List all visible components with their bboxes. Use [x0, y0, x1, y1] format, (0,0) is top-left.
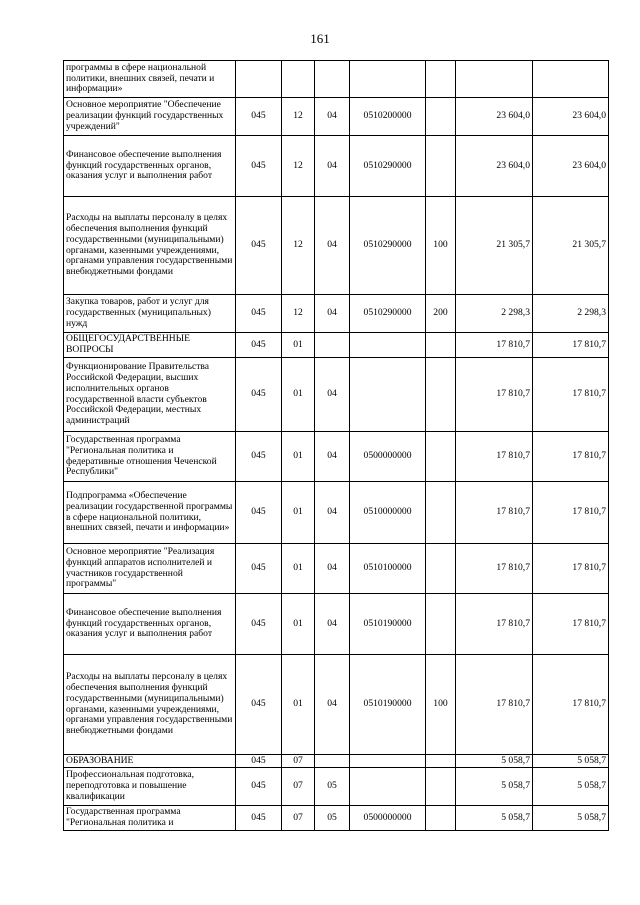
expense-kind: 100	[426, 197, 456, 295]
subsection-code: 04	[315, 655, 350, 755]
table-row	[64, 358, 609, 432]
table-row	[64, 768, 609, 806]
expense-kind: 100	[426, 655, 456, 755]
expense-kind	[426, 358, 456, 432]
row-name: Финансовое обеспечение выполнения функций государственных органов, оказания услуг и выполнения работ	[64, 594, 236, 655]
expense-kind	[426, 432, 456, 482]
amount: 23 604,0	[456, 98, 533, 136]
target-code	[350, 755, 426, 768]
row-name: Государственная программа "Региональная политика и федеративные отношения Чеченской Республики"	[64, 432, 236, 482]
section-code: 01	[282, 482, 315, 544]
subsection-code: 04	[315, 482, 350, 544]
table-row	[64, 655, 609, 755]
total: 5 058,7	[533, 755, 609, 768]
ministry-code: 045	[236, 333, 282, 358]
section-code: 07	[282, 806, 315, 831]
subsection-code: 04	[315, 197, 350, 295]
row-name: ОБЩЕГОСУДАРСТВЕННЫЕ ВОПРОСЫ	[64, 333, 236, 358]
row-name: Профессиональная подготовка, переподготовка и повышение квалификации	[64, 768, 236, 806]
total: 21 305,7	[533, 197, 609, 295]
amount	[456, 61, 533, 98]
total: 17 810,7	[533, 655, 609, 755]
target-code: 0510000000	[350, 482, 426, 544]
target-code: 0510200000	[350, 98, 426, 136]
section-code: 12	[282, 98, 315, 136]
ministry-code: 045	[236, 768, 282, 806]
section-code: 01	[282, 333, 315, 358]
row-name: программы в сфере национальной политики, внешних связей, печати и информации»	[64, 61, 236, 98]
ministry-code: 045	[236, 594, 282, 655]
ministry-code: 045	[236, 136, 282, 197]
total: 23 604,0	[533, 98, 609, 136]
subsection-code: 04	[315, 136, 350, 197]
target-code	[350, 61, 426, 98]
subsection-code: 04	[315, 358, 350, 432]
amount: 5 058,7	[456, 768, 533, 806]
ministry-code: 045	[236, 482, 282, 544]
target-code	[350, 333, 426, 358]
section-code	[282, 61, 315, 98]
amount: 17 810,7	[456, 482, 533, 544]
table-row	[64, 482, 609, 544]
target-code: 0500000000	[350, 432, 426, 482]
page-number: 161	[310, 31, 330, 46]
section-code: 12	[282, 295, 315, 333]
amount: 21 305,7	[456, 197, 533, 295]
total: 23 604,0	[533, 136, 609, 197]
subsection-code: 04	[315, 98, 350, 136]
target-code: 0500000000	[350, 806, 426, 831]
table-row	[64, 544, 609, 594]
expense-kind	[426, 594, 456, 655]
ministry-code: 045	[236, 358, 282, 432]
expense-kind	[426, 61, 456, 98]
target-code: 0510290000	[350, 197, 426, 295]
total: 17 810,7	[533, 482, 609, 544]
section-code: 01	[282, 358, 315, 432]
table-row	[64, 295, 609, 333]
row-name: Подпрограмма «Обеспечение реализации государственной программы в сфере национальной политики, внешних связей, печати и информации»	[64, 482, 236, 544]
amount: 5 058,7	[456, 806, 533, 831]
table-row	[64, 197, 609, 295]
table-row	[64, 333, 609, 358]
subsection-code: 05	[315, 768, 350, 806]
amount: 17 810,7	[456, 594, 533, 655]
total: 5 058,7	[533, 806, 609, 831]
subsection-code: 04	[315, 594, 350, 655]
expense-kind	[426, 755, 456, 768]
ministry-code: 045	[236, 806, 282, 831]
ministry-code: 045	[236, 197, 282, 295]
ministry-code: 045	[236, 432, 282, 482]
target-code: 0510190000	[350, 655, 426, 755]
row-name: Расходы на выплаты персоналу в целях обеспечения выполнения функций государственными (муниципальными) органами, казенными учреждениями, органами управления государственными внебюджетными фондами	[64, 655, 236, 755]
row-name: Расходы на выплаты персоналу в целях обеспечения выполнения функций государственными (муниципальными) органами, казенными учреждениями, органами управления государственными внебюджетными фондами	[64, 197, 236, 295]
section-code: 01	[282, 655, 315, 755]
target-code: 0510290000	[350, 295, 426, 333]
row-name: ОБРАЗОВАНИЕ	[64, 755, 236, 768]
ministry-code: 045	[236, 544, 282, 594]
ministry-code: 045	[236, 295, 282, 333]
total: 17 810,7	[533, 594, 609, 655]
target-code	[350, 358, 426, 432]
ministry-code: 045	[236, 98, 282, 136]
section-code: 12	[282, 136, 315, 197]
subsection-code	[315, 61, 350, 98]
target-code: 0510290000	[350, 136, 426, 197]
section-code: 07	[282, 755, 315, 768]
total: 17 810,7	[533, 333, 609, 358]
table-row	[64, 432, 609, 482]
table-row	[64, 806, 609, 831]
total: 17 810,7	[533, 432, 609, 482]
amount: 17 810,7	[456, 358, 533, 432]
expense-kind: 200	[426, 295, 456, 333]
expense-kind	[426, 136, 456, 197]
amount: 17 810,7	[456, 544, 533, 594]
subsection-code: 04	[315, 544, 350, 594]
amount: 17 810,7	[456, 333, 533, 358]
ministry-code: 045	[236, 755, 282, 768]
budget-table	[63, 60, 609, 831]
table-row	[64, 61, 609, 98]
expense-kind	[426, 333, 456, 358]
section-code: 07	[282, 768, 315, 806]
total: 5 058,7	[533, 768, 609, 806]
total: 17 810,7	[533, 358, 609, 432]
row-name: Финансовое обеспечение выполнения функций государственных органов, оказания услуг и выполнения работ	[64, 136, 236, 197]
subsection-code: 04	[315, 295, 350, 333]
section-code: 01	[282, 594, 315, 655]
target-code: 0510190000	[350, 594, 426, 655]
expense-kind	[426, 482, 456, 544]
amount: 17 810,7	[456, 655, 533, 755]
expense-kind	[426, 806, 456, 831]
subsection-code: 04	[315, 432, 350, 482]
amount: 23 604,0	[456, 136, 533, 197]
target-code	[350, 768, 426, 806]
subsection-code: 05	[315, 806, 350, 831]
expense-kind	[426, 768, 456, 806]
total: 2 298,3	[533, 295, 609, 333]
ministry-code	[236, 61, 282, 98]
amount: 5 058,7	[456, 755, 533, 768]
table-row	[64, 755, 609, 768]
row-name: Основное мероприятие "Реализация функций аппаратов исполнителей и участников государственной программы"	[64, 544, 236, 594]
row-name: Функционирование Правительства Российской Федерации, высших исполнительных органов государственной власти субъектов Российской Федерации, местных администраций	[64, 358, 236, 432]
expense-kind	[426, 544, 456, 594]
subsection-code	[315, 755, 350, 768]
row-name: Государственная программа "Региональная политика и	[64, 806, 236, 831]
row-name: Основное мероприятие "Обеспечение реализации функций государственных учреждений"	[64, 98, 236, 136]
subsection-code	[315, 333, 350, 358]
total	[533, 61, 609, 98]
table-row	[64, 98, 609, 136]
row-name: Закупка товаров, работ и услуг для государственных (муниципальных) нужд	[64, 295, 236, 333]
amount: 17 810,7	[456, 432, 533, 482]
target-code: 0510100000	[350, 544, 426, 594]
amount: 2 298,3	[456, 295, 533, 333]
section-code: 01	[282, 432, 315, 482]
expense-kind	[426, 98, 456, 136]
ministry-code: 045	[236, 655, 282, 755]
section-code: 01	[282, 544, 315, 594]
total: 17 810,7	[533, 544, 609, 594]
section-code: 12	[282, 197, 315, 295]
table-row	[64, 136, 609, 197]
table-row	[64, 594, 609, 655]
